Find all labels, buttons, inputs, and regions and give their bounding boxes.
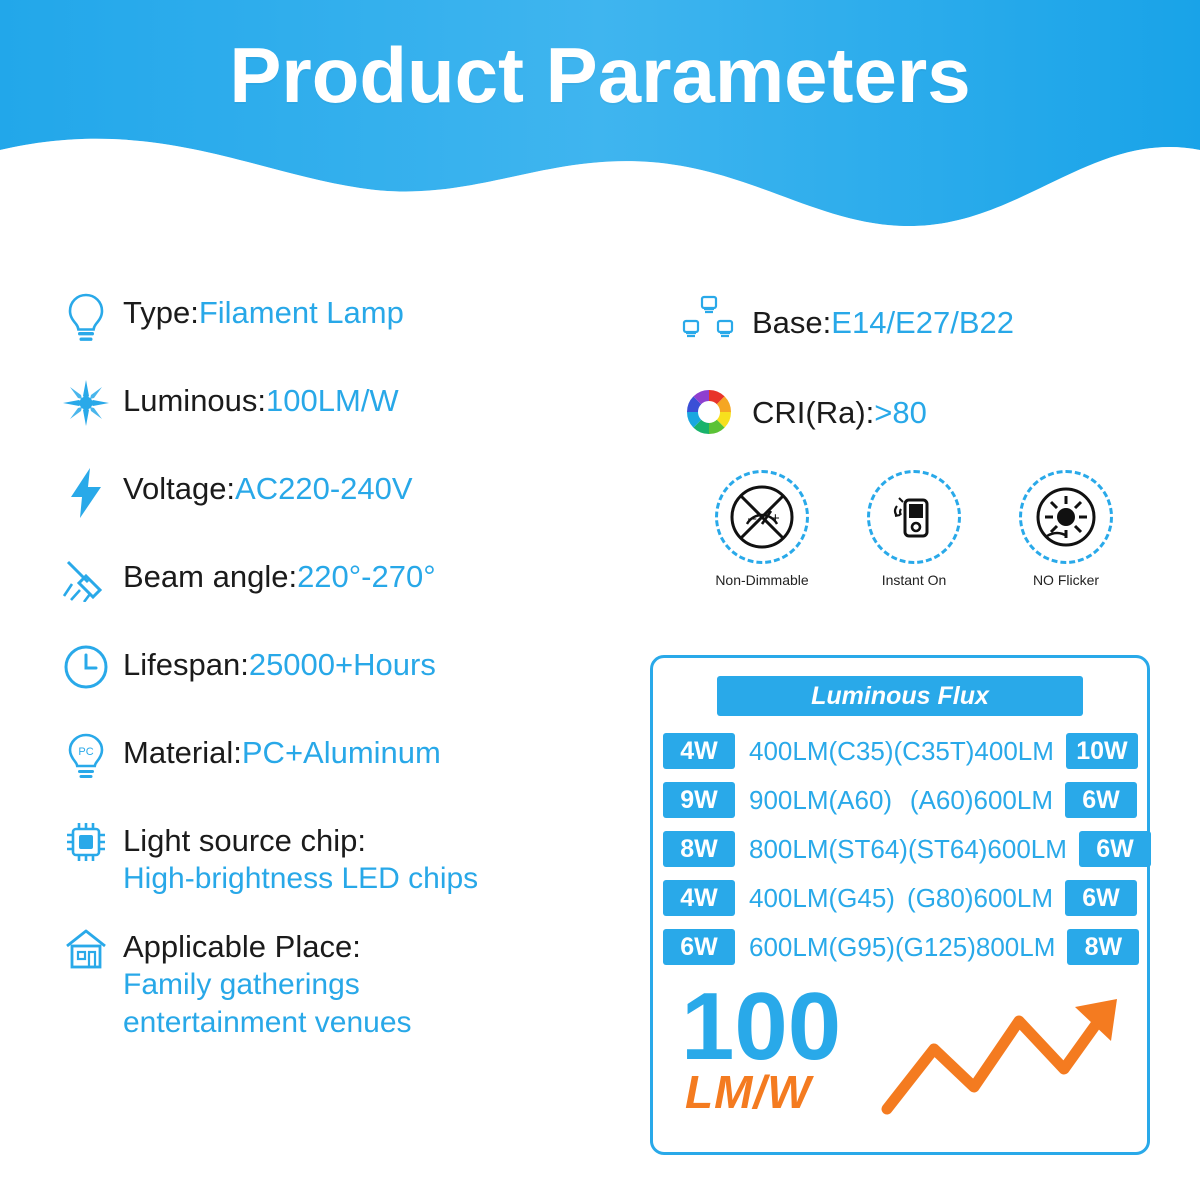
page-title: Product Parameters — [229, 31, 971, 119]
flux-value-left: 400LM(G45) — [749, 882, 895, 913]
instant-on-icon — [867, 470, 961, 564]
wattage-badge-right: 6W — [1065, 782, 1137, 818]
spec-value-luminous: 100LM/W — [266, 383, 399, 418]
table-row — [663, 879, 1137, 917]
spec-label-lifespan: Lifespan: — [123, 647, 249, 682]
growth-arrow-icon — [879, 991, 1139, 1121]
table-row — [663, 928, 1137, 966]
spec-value-material: PC+Aluminum — [241, 735, 441, 770]
spec-text-light-source-chip — [117, 818, 478, 898]
spec-text-cri — [746, 390, 927, 432]
feature-label-instant-on: Instant On — [881, 572, 947, 588]
bolt-icon — [55, 466, 117, 518]
spec-row-voltage — [55, 466, 665, 528]
luminous-flux-title: Luminous Flux — [717, 676, 1083, 716]
left-spec-list — [55, 290, 665, 1069]
wattage-badge-right: 6W — [1079, 831, 1151, 867]
spec-row-cri — [672, 380, 1152, 442]
spec-value-type: Filament Lamp — [198, 295, 404, 330]
spec-text-lifespan — [117, 642, 436, 684]
color-wheel-icon — [672, 383, 746, 439]
wattage-badge-right: 6W — [1065, 880, 1137, 916]
flux-value-left: 900LM(A60) — [749, 784, 893, 815]
flux-value-left: 600LM(G95) — [749, 931, 895, 962]
house-icon — [55, 924, 117, 972]
wattage-badge-right: 10W — [1066, 733, 1138, 769]
wattage-badge-left: 9W — [663, 782, 735, 818]
spec-row-base — [672, 290, 1152, 352]
wattage-badge-left: 4W — [663, 880, 735, 916]
spec-value-lifespan: 25000+Hours — [248, 647, 436, 682]
spec-label-luminous: Luminous: — [123, 383, 267, 418]
spec-label-type: Type: — [123, 295, 199, 330]
table-row — [663, 732, 1137, 770]
flux-value-right: (C35T)400LM — [893, 735, 1054, 766]
spec-text-voltage — [117, 466, 413, 508]
feature-no-flicker — [1006, 470, 1126, 588]
bulb-icon — [55, 290, 117, 344]
wattage-badge-left: 6W — [663, 929, 735, 965]
flux-value-right: (G125)800LM — [894, 931, 1056, 962]
flux-value-left: 800LM(ST64) — [749, 833, 908, 864]
wattage-badge-left: 4W — [663, 733, 735, 769]
flux-value-right: (ST64)600LM — [907, 833, 1067, 864]
spec-text-applicable-place — [117, 924, 412, 1043]
spec-row-beam-angle — [55, 554, 665, 616]
spec-text-type — [117, 290, 404, 332]
svg-text:PC: PC — [78, 746, 94, 758]
clock-icon — [55, 642, 117, 690]
spec-text-luminous — [117, 378, 399, 420]
flux-value-right: (G80)600LM — [907, 882, 1053, 913]
pc-material-icon — [55, 730, 117, 782]
feature-label-non-dimmable: Non-Dimmable — [715, 572, 809, 588]
flux-value-right: (A60)600LM — [909, 784, 1053, 815]
spec-row-applicable-place — [55, 924, 665, 1043]
right-spec-list — [672, 290, 1152, 588]
feature-label-no-flicker: NO Flicker — [1032, 572, 1100, 588]
svg-text:+: + — [771, 510, 780, 527]
beam-angle-icon — [55, 554, 117, 602]
spec-row-light-source-chip — [55, 818, 665, 898]
spec-row-lifespan — [55, 642, 665, 704]
spec-text-material — [117, 730, 441, 772]
efficacy-highlight — [653, 973, 1147, 1127]
luminous-flux-table — [653, 732, 1147, 966]
feature-instant-on — [854, 470, 974, 588]
svg-text:–: – — [748, 510, 757, 527]
feature-non-dimmable — [702, 470, 822, 588]
efficacy-unit: LM/W — [685, 1066, 812, 1118]
no-flicker-icon — [1019, 470, 1113, 564]
spec-row-luminous — [55, 378, 665, 440]
table-row — [663, 830, 1137, 868]
chip-icon — [55, 818, 117, 864]
spec-row-material — [55, 730, 665, 792]
spec-label-base: Base: — [752, 305, 832, 341]
spec-row-type — [55, 290, 665, 352]
spec-value-voltage: AC220-240V — [235, 471, 413, 506]
luminous-flux-panel — [650, 655, 1150, 1155]
flux-value-left: 400LM(C35) — [749, 735, 894, 766]
wattage-badge-right: 8W — [1067, 929, 1139, 965]
table-row — [663, 781, 1137, 819]
lamp-base-icon — [672, 293, 746, 349]
spec-text-base — [746, 300, 1014, 342]
spec-value-beam-angle: 220°-270° — [297, 559, 436, 594]
spec-sub-light-source-chip: High-brightness LED chips — [123, 861, 479, 895]
spec-label-applicable-place: Applicable Place: — [123, 929, 361, 965]
brightness-icon — [55, 378, 117, 426]
efficacy-number: 100 — [681, 973, 842, 1080]
spec-text-beam-angle — [117, 554, 436, 596]
spec-label-beam-angle: Beam angle: — [123, 559, 298, 594]
non-dimmable-icon — [715, 470, 809, 564]
wattage-badge-left: 8W — [663, 831, 735, 867]
feature-badges — [702, 470, 1152, 588]
spec-label-voltage: Voltage: — [123, 471, 236, 506]
spec-sub-applicable-place: Family gatherings entertainment venues — [123, 968, 412, 1040]
header-banner — [0, 0, 1200, 250]
spec-label-cri: CRI(Ra): — [752, 395, 875, 431]
spec-label-material: Material: — [123, 735, 242, 770]
spec-value-base: E14/E27/B22 — [831, 305, 1014, 341]
spec-label-light-source-chip: Light source chip: — [123, 823, 366, 858]
spec-value-cri: >80 — [874, 395, 927, 431]
